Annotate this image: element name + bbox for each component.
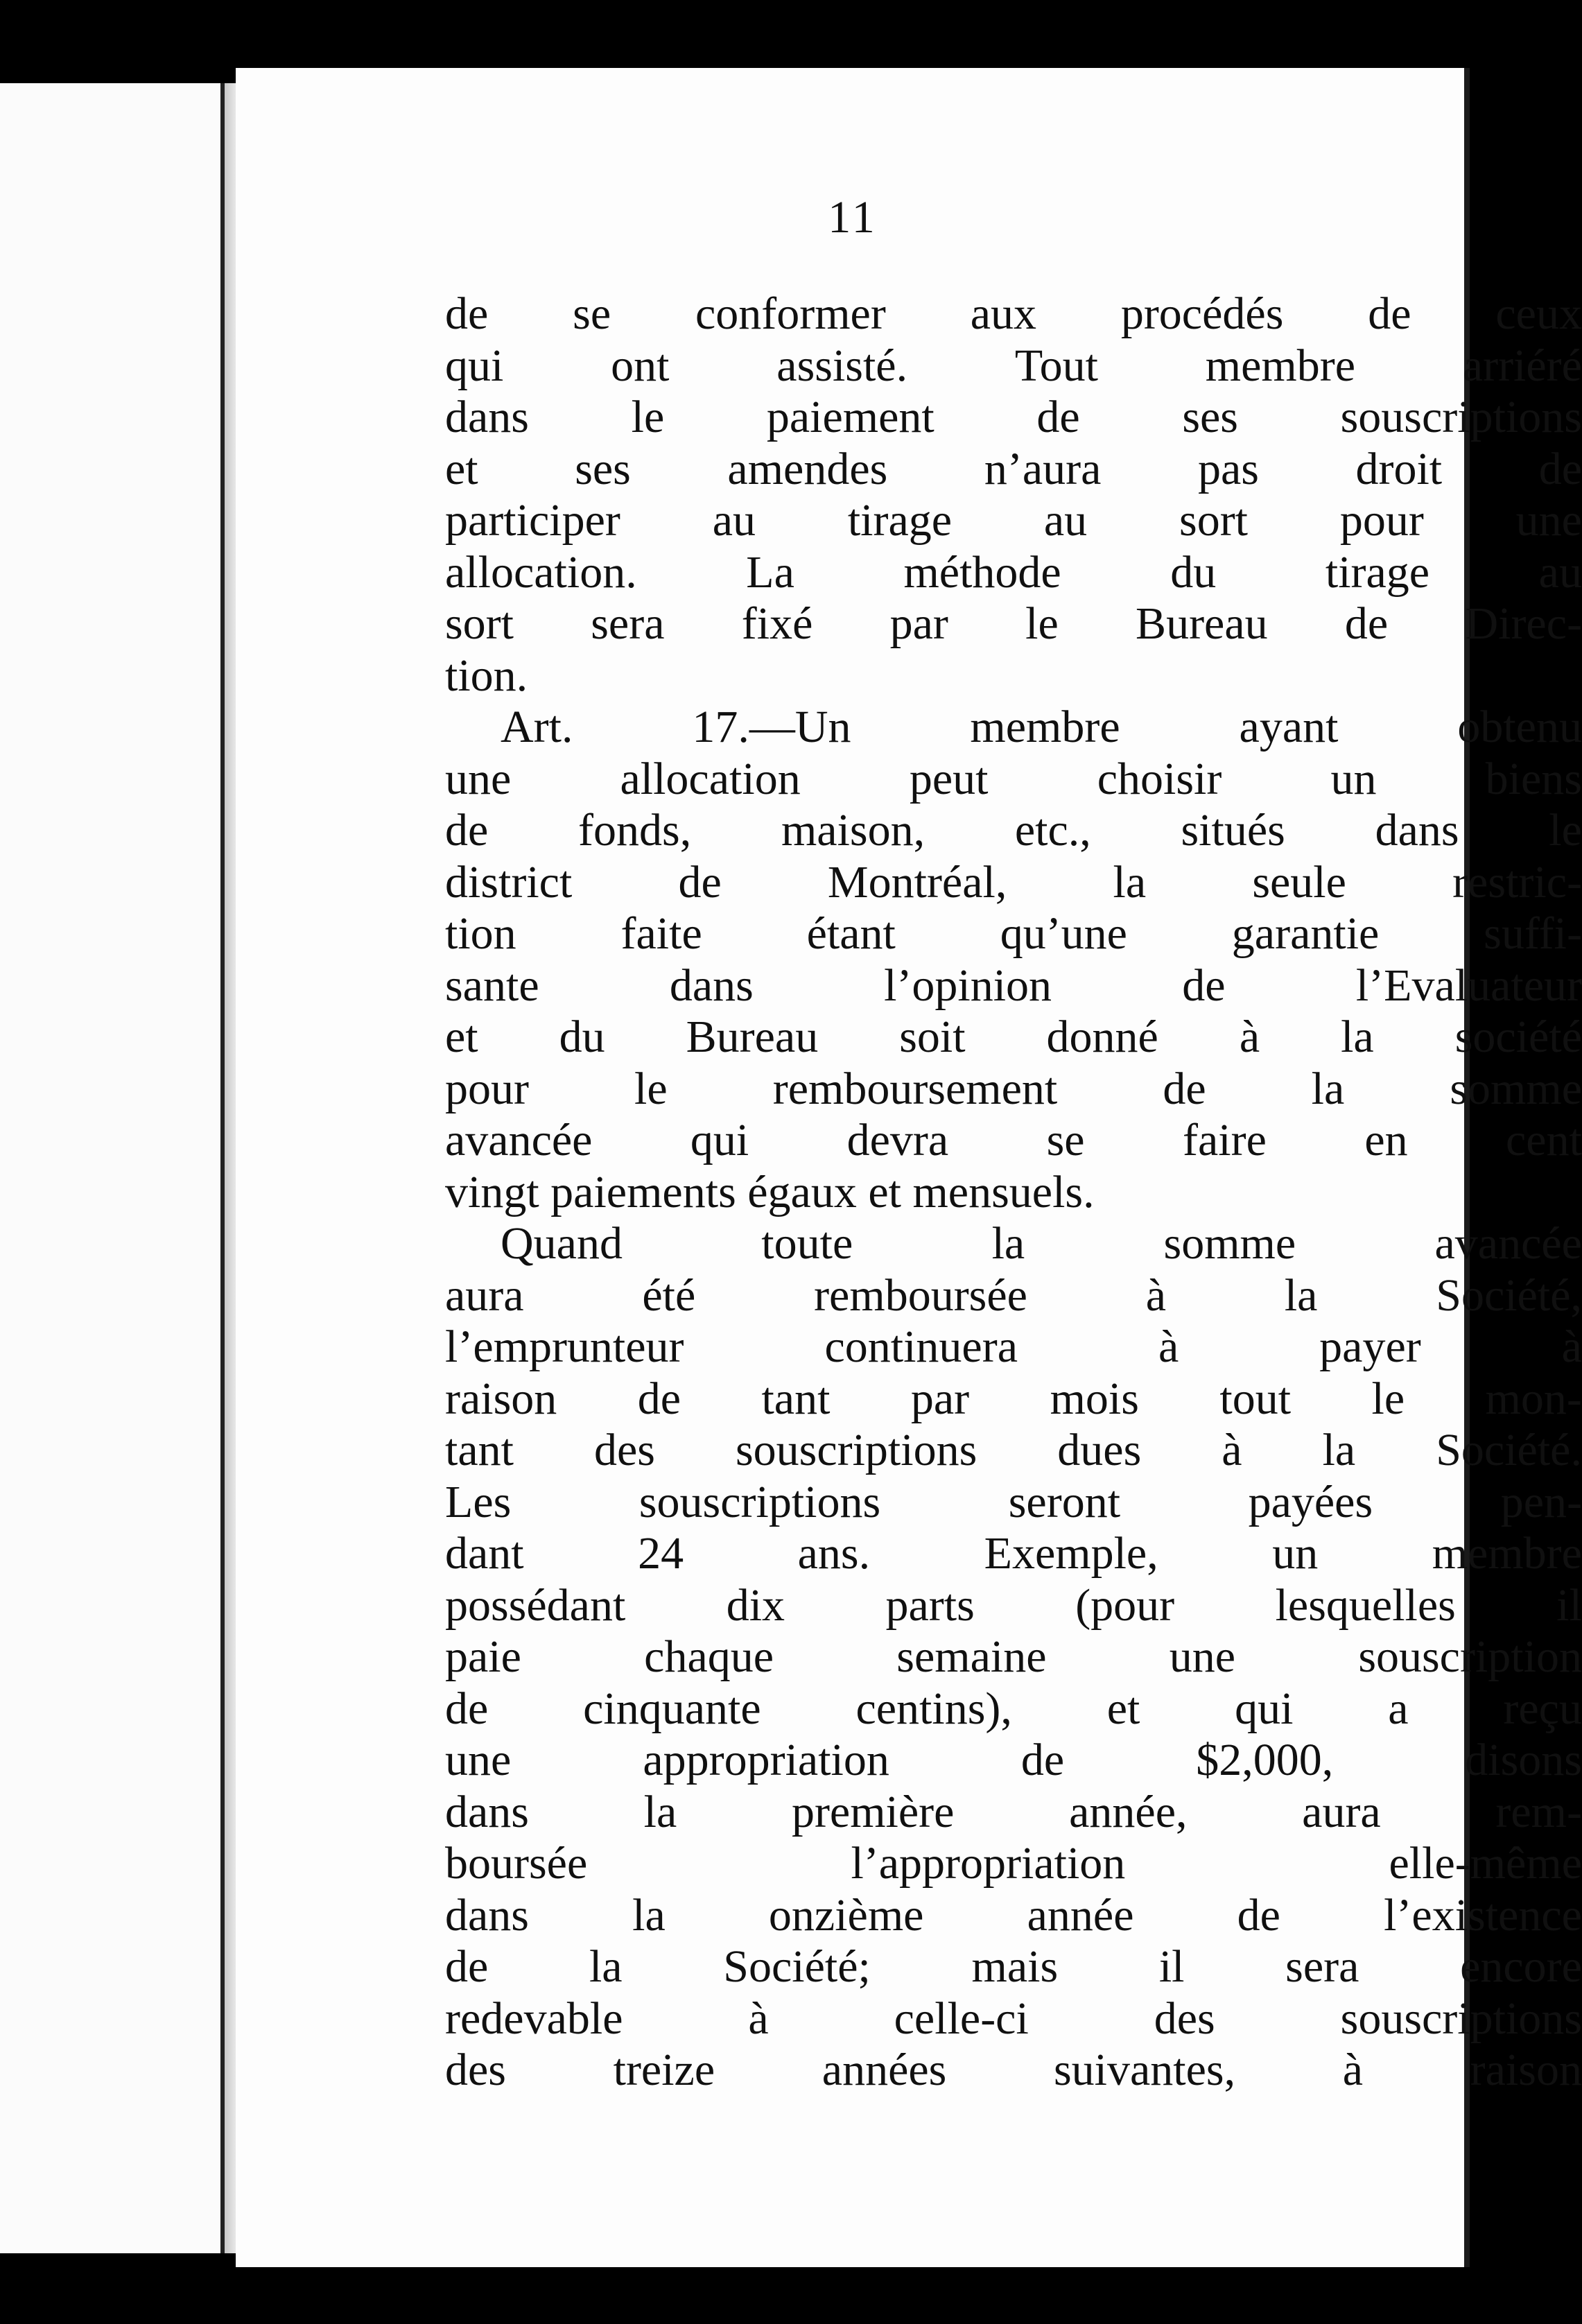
- text-line: participer au tirage au sort pour une: [445, 495, 1582, 546]
- text-line: boursée l’appropriation elle-même: [445, 1838, 1582, 1889]
- text-line: sante dans l’opinion de l’Evaluateur: [445, 960, 1582, 1011]
- text-line: tant des souscriptions dues à la Société.: [445, 1425, 1582, 1475]
- text-line: tion.: [445, 650, 528, 701]
- text-line: l’emprunteur continuera à payer à: [445, 1321, 1582, 1372]
- text-line: de fonds, maison, etc., situés dans le: [445, 805, 1582, 856]
- text-line: Art. 17.—Un membre ayant obtenu: [501, 702, 1582, 752]
- text-line: sort sera fixé par le Bureau de Direc-: [445, 598, 1582, 649]
- page-body-text: [445, 288, 1582, 2097]
- text-line: une allocation peut choisir un biens: [445, 753, 1582, 804]
- text-line: avancée qui devra se faire en cent: [445, 1115, 1582, 1165]
- scan-bottom-edge: [0, 2267, 1502, 2324]
- text-line: Quand toute la somme avancée: [501, 1218, 1582, 1269]
- text-line: et ses amendes n’aura pas droit de: [445, 443, 1582, 494]
- book-page: [236, 68, 1582, 2267]
- text-line: dans la onzième année de l’existence: [445, 1889, 1582, 1941]
- text-line: vingt paiements égaux et mensuels.: [445, 1166, 1095, 1217]
- text-line: aura été remboursée à la Société,: [445, 1269, 1582, 1321]
- text-line: possédant dix parts (pour lesquelles il: [445, 1579, 1582, 1631]
- text-line: qui ont assisté. Tout membre arriéré: [445, 340, 1582, 391]
- text-line: dans la première année, aura rem-: [445, 1786, 1582, 1837]
- text-line: pour le remboursement de la somme: [445, 1063, 1582, 1114]
- previous-page-fragments: [0, 291, 220, 2174]
- text-line: de se conformer aux procédés de ceux: [445, 288, 1582, 339]
- text-line: redevable à celle-ci des souscriptions: [445, 1993, 1582, 2044]
- text-line: de cinquante centins), et qui a reçu: [445, 1683, 1582, 1734]
- text-line: une appropriation de $2,000, disons: [445, 1735, 1582, 1785]
- text-line: dans le paiement de ses souscriptions: [445, 392, 1582, 442]
- page-number: 11: [828, 192, 878, 243]
- text-line: de la Société; mais il sera encore: [445, 1941, 1582, 1992]
- text-line: raison de tant par mois tout le mon-: [445, 1373, 1582, 1424]
- text-line: dant 24 ans. Exemple, un membre: [445, 1528, 1582, 1579]
- text-line: district de Montréal, la seule restric-: [445, 856, 1582, 908]
- text-line: et du Bureau soit donné à la société: [445, 1012, 1582, 1062]
- previous-page-edge: [0, 83, 220, 2253]
- text-line: tion faite étant qu’une garantie suffi-: [445, 908, 1582, 959]
- text-line: des treize années suivantes, à raison: [445, 2045, 1582, 2095]
- text-line: paie chaque semaine une souscription: [445, 1631, 1582, 1682]
- text-line: Les souscriptions seront payées pen-: [445, 1476, 1582, 1527]
- text-line: allocation. La méthode du tirage au: [445, 546, 1582, 598]
